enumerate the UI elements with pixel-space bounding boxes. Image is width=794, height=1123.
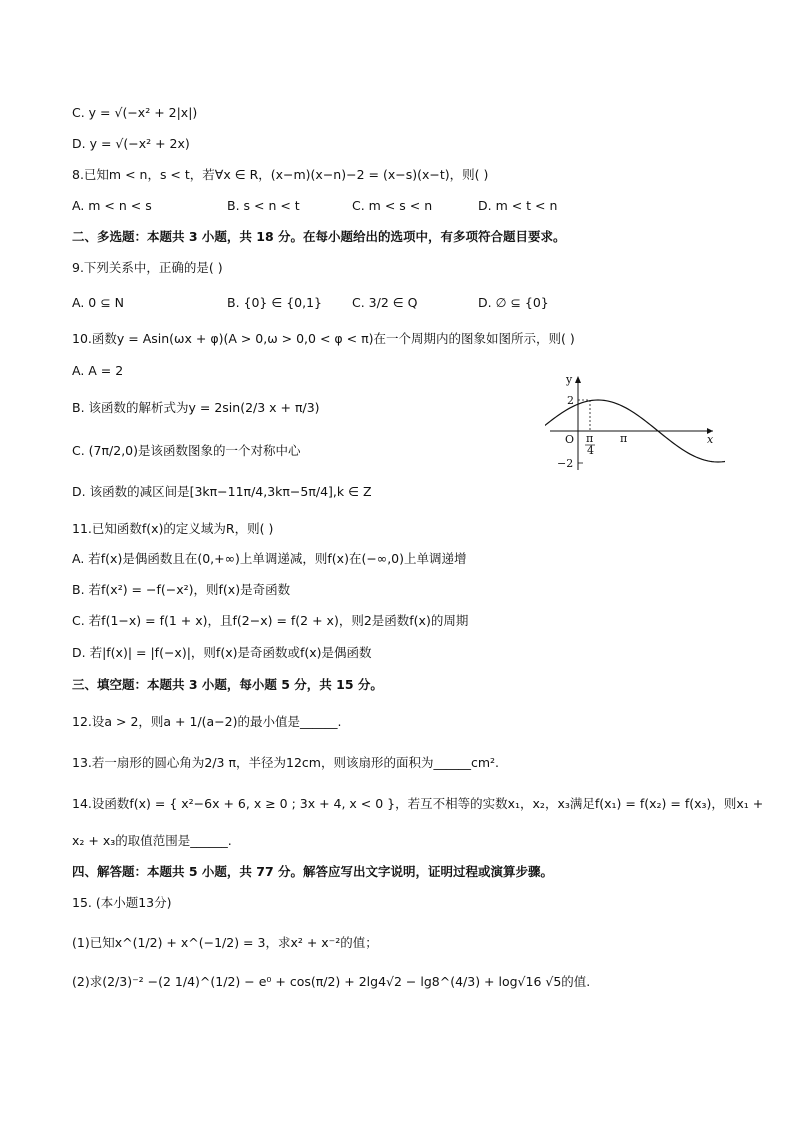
origin-label: O bbox=[565, 433, 575, 446]
q15-title: 15. (本小题13分) bbox=[72, 895, 172, 910]
q15-part-2: (2)求(2/3)⁻² −(2 1/4)^(1/2) − e⁰ + cos(π/2) + 2lg4√2 − lg8^(4/3) + log√16 √5的值. bbox=[72, 974, 591, 989]
q12-text: 12.设a > 2，则a + 1/(a−2)的最小值是______. bbox=[72, 714, 342, 729]
tick-quarter-pi-num: π bbox=[586, 432, 594, 445]
tick-pi-label: π bbox=[620, 432, 628, 445]
q8-option-c: C. m < s < n bbox=[352, 198, 433, 213]
section-3-heading: 三、填空题：本题共 3 小题，每小题 5 分，共 15 分。 bbox=[72, 677, 383, 692]
q9-stem: 9.下列关系中，正确的是( ) bbox=[72, 260, 223, 275]
q9-option-c: C. 3/2 ∈ Q bbox=[352, 295, 418, 310]
q11-option-c: C. 若f(1−x) = f(1 + x)，且f(2−x) = f(2 + x)，则2是函数f(x)的周期 bbox=[72, 613, 469, 628]
q14-line-2: x₂ + x₃的取值范围是______. bbox=[72, 833, 232, 848]
sine-graph-figure bbox=[545, 366, 725, 474]
q10-option-c: C. (7π/2,0)是该函数图象的一个对称中心 bbox=[72, 443, 301, 458]
q9-option-a: A. 0 ⊆ N bbox=[72, 295, 125, 310]
section-4-heading: 四、解答题：本题共 5 小题，共 77 分。解答应写出文字说明，证明过程或演算步骤。 bbox=[72, 864, 554, 879]
q14-line-1: 14.设函数f(x) = { x²−6x + 6, x ≥ 0 ; 3x + 4, x < 0 }，若互不相等的实数x₁，x₂，x₃满足f(x₁) = f(x₂) = f(x₃)，则x₁ + bbox=[72, 796, 764, 811]
q10-option-a: A. A = 2 bbox=[72, 363, 124, 378]
q13-text: 13.若一扇形的圆心角为2/3 π，半径为12cm，则该扇形的面积为______cm². bbox=[72, 755, 499, 770]
y-max-label: 2 bbox=[567, 394, 574, 407]
x-axis-label: x bbox=[707, 433, 714, 446]
q8-option-a: A. m < n < s bbox=[72, 198, 152, 213]
q9-option-d: D. ∅ ⊆ {0} bbox=[478, 295, 549, 310]
q8-stem: 8.已知m < n，s < t，若∀x ∈ R，(x−m)(x−n)−2 = (x−s)(x−t)，则( ) bbox=[72, 167, 489, 182]
q11-stem: 11.已知函数f(x)的定义域为R，则( ) bbox=[72, 521, 274, 536]
q10-option-b: B. 该函数的解析式为y = 2sin(2/3 x + π/3) bbox=[72, 400, 320, 415]
q9-option-b: B. {0} ∈ {0,1} bbox=[227, 295, 323, 310]
q10-option-d: D. 该函数的减区间是[3kπ−11π/4,3kπ−5π/4],k ∈ Z bbox=[72, 484, 372, 499]
section-2-heading: 二、多选题：本题共 3 小题，共 18 分。在每小题给出的选项中，有多项符合题目要求。 bbox=[72, 229, 566, 244]
q11-option-d: D. 若|f(x)| = |f(−x)|，则f(x)是奇函数或f(x)是偶函数 bbox=[72, 645, 372, 660]
q10-stem: 10.函数y = Asin(ωx + φ)(A > 0,ω > 0,0 < φ < π)在一个周期内的图象如图所示，则( ) bbox=[72, 331, 575, 346]
q8-option-d: D. m < t < n bbox=[478, 198, 558, 213]
tick-quarter-pi-den: 4 bbox=[587, 444, 594, 457]
q7-option-c: C. y = √(−x² + 2|x|) bbox=[72, 105, 198, 120]
q11-option-b: B. 若f(x²) = −f(−x²)，则f(x)是奇函数 bbox=[72, 582, 291, 597]
q11-option-a: A. 若f(x)是偶函数且在(0,+∞)上单调递减，则f(x)在(−∞,0)上单调递增 bbox=[72, 551, 467, 566]
y-min-label: −2 bbox=[557, 457, 574, 470]
q8-option-b: B. s < n < t bbox=[227, 198, 300, 213]
y-axis-label: y bbox=[566, 373, 573, 386]
q15-part-1: (1)已知x^(1/2) + x^(−1/2) = 3，求x² + x⁻²的值； bbox=[72, 935, 378, 950]
q7-option-d: D. y = √(−x² + 2x) bbox=[72, 136, 190, 151]
y-axis-arrow bbox=[575, 376, 581, 383]
